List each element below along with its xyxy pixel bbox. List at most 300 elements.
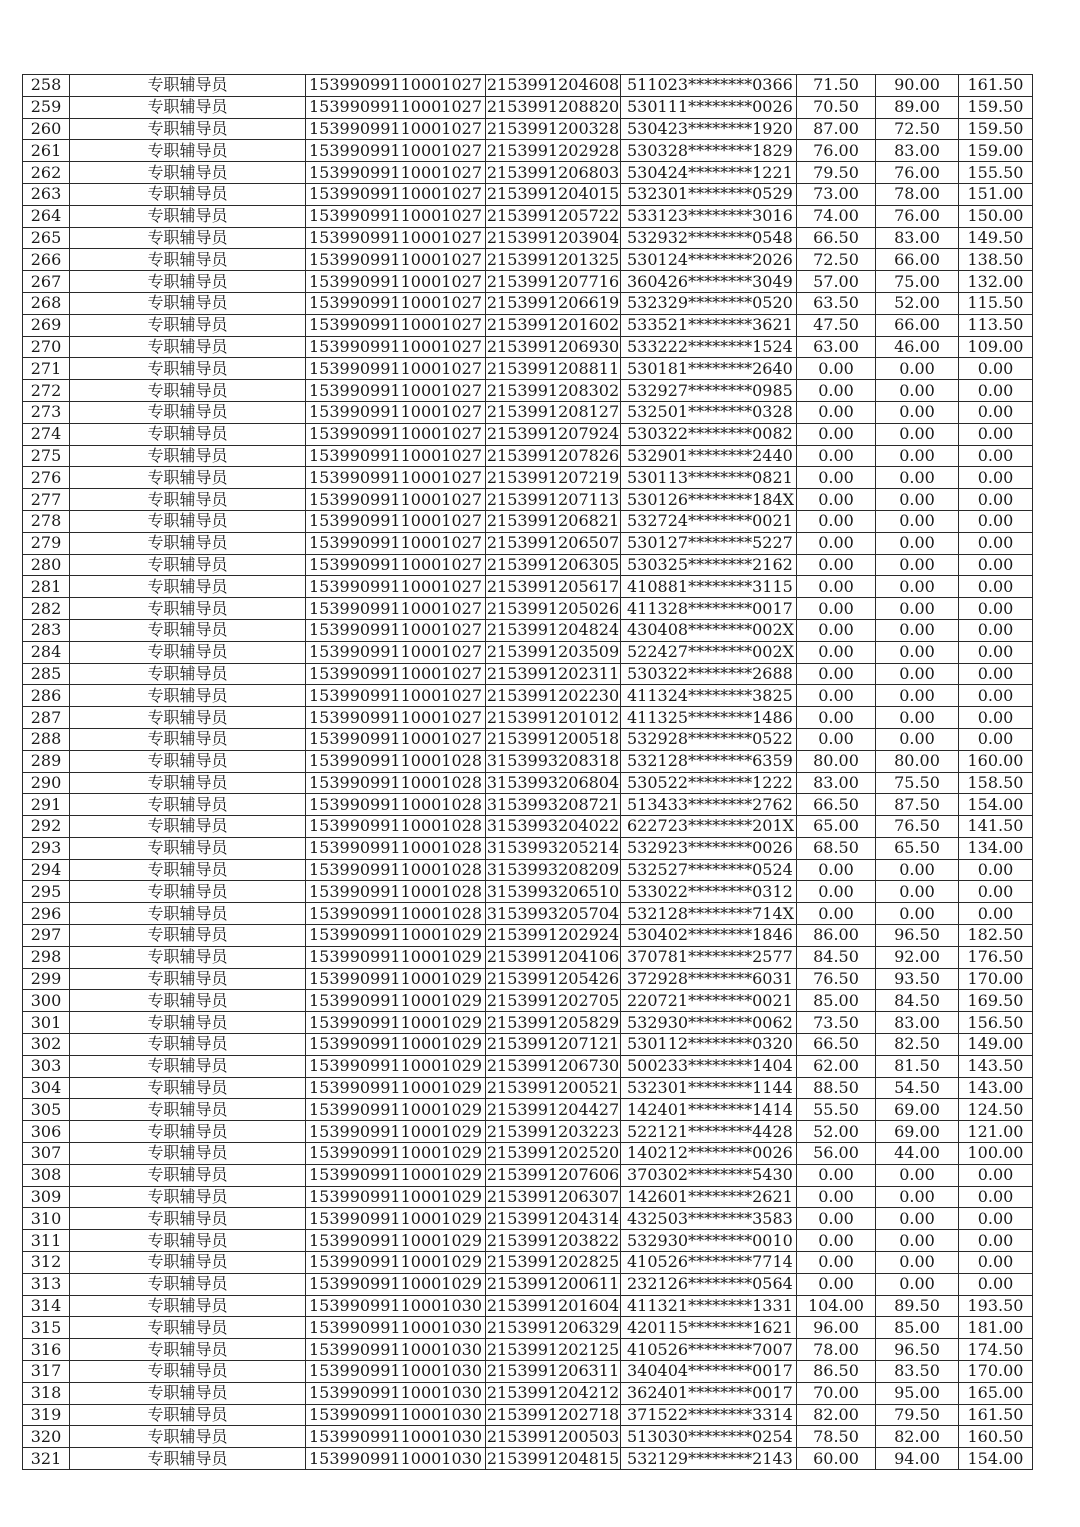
id-number-cell: 530113********0821 bbox=[621, 467, 797, 489]
interview-score-cell: 76.50 bbox=[876, 816, 959, 838]
row-number-cell: 309 bbox=[23, 1186, 70, 1208]
exam-ticket-number-cell: 2153991204824 bbox=[486, 620, 620, 640]
id-number-cell: 530322********2688 bbox=[621, 663, 797, 685]
interview-score-cell: 52.00 bbox=[876, 292, 959, 314]
table-row bbox=[23, 772, 1033, 794]
id-number-cell: 410526********7007 bbox=[621, 1339, 797, 1361]
position-cell: 专职辅导员 bbox=[70, 423, 306, 445]
written-score-cell: 0.00 bbox=[797, 467, 876, 489]
row-number-cell: 313 bbox=[23, 1273, 70, 1295]
exam-ticket-number-cell: 2153991202311 bbox=[486, 663, 620, 683]
row-number-cell: 318 bbox=[23, 1382, 70, 1404]
interview-score-cell: 96.50 bbox=[876, 925, 959, 947]
row-number-cell: 273 bbox=[23, 401, 70, 423]
written-score-cell: 0.00 bbox=[797, 903, 876, 925]
total-score-cell: 182.50 bbox=[959, 925, 1033, 947]
table-row bbox=[23, 859, 1033, 881]
exam-ticket-number-cell: 2153991206619 bbox=[486, 293, 620, 313]
table-row bbox=[23, 750, 1033, 772]
position-cell: 专职辅导员 bbox=[70, 1034, 306, 1056]
row-number-cell: 297 bbox=[23, 925, 70, 947]
written-score-cell: 66.50 bbox=[797, 227, 876, 249]
job-code-cell: 15399099110001030 bbox=[306, 1317, 486, 1339]
row-number-cell: 270 bbox=[23, 336, 70, 358]
row-number-cell: 285 bbox=[23, 663, 70, 685]
exam-ticket-number-cell: 2153991206311 bbox=[486, 1361, 620, 1381]
position-cell: 专职辅导员 bbox=[70, 1426, 306, 1448]
total-score-cell: 159.50 bbox=[959, 118, 1033, 140]
row-number-cell: 266 bbox=[23, 249, 70, 271]
id-number-cell: 220721********0021 bbox=[621, 990, 797, 1012]
table-row bbox=[23, 1230, 1033, 1252]
id-number-cell: 372928********6031 bbox=[621, 968, 797, 990]
row-number-cell: 276 bbox=[23, 467, 70, 489]
interview-score-cell: 92.00 bbox=[876, 946, 959, 968]
table-row bbox=[23, 794, 1033, 816]
written-score-cell: 0.00 bbox=[797, 445, 876, 467]
position-cell: 专职辅导员 bbox=[70, 489, 306, 511]
id-number-cell: 370302********5430 bbox=[621, 1164, 797, 1186]
position-cell: 专职辅导员 bbox=[70, 1143, 306, 1165]
position-cell: 专职辅导员 bbox=[70, 1361, 306, 1383]
table-row bbox=[23, 968, 1033, 990]
row-number-cell: 288 bbox=[23, 728, 70, 750]
written-score-cell: 72.50 bbox=[797, 249, 876, 271]
written-score-cell: 74.00 bbox=[797, 205, 876, 227]
written-score-cell: 56.00 bbox=[797, 1143, 876, 1165]
job-code-cell: 15399099110001028 bbox=[306, 772, 486, 794]
job-code-cell: 15399099110001029 bbox=[306, 1055, 486, 1077]
job-code-cell: 15399099110001029 bbox=[306, 1252, 486, 1274]
total-score-cell: 160.00 bbox=[959, 750, 1033, 772]
written-score-cell: 86.50 bbox=[797, 1361, 876, 1383]
position-cell: 专职辅导员 bbox=[70, 445, 306, 467]
table-row bbox=[23, 1382, 1033, 1404]
total-score-cell: 149.00 bbox=[959, 1034, 1033, 1056]
table-row bbox=[23, 728, 1033, 750]
total-score-cell: 143.50 bbox=[959, 1055, 1033, 1077]
total-score-cell: 0.00 bbox=[959, 380, 1033, 402]
row-number-cell: 264 bbox=[23, 205, 70, 227]
row-number-cell: 305 bbox=[23, 1099, 70, 1121]
interview-score-cell: 0.00 bbox=[876, 641, 959, 663]
position-cell: 专职辅导员 bbox=[70, 183, 306, 205]
exam-ticket-number-cell: 2153991208820 bbox=[486, 97, 620, 117]
written-score-cell: 86.00 bbox=[797, 925, 876, 947]
id-number-cell: 500233********1404 bbox=[621, 1055, 797, 1077]
interview-score-cell: 0.00 bbox=[876, 380, 959, 402]
job-code-cell: 15399099110001027 bbox=[306, 510, 486, 532]
row-number-cell: 304 bbox=[23, 1077, 70, 1099]
written-score-cell: 66.50 bbox=[797, 1034, 876, 1056]
table-row bbox=[23, 990, 1033, 1012]
interview-score-cell: 0.00 bbox=[876, 728, 959, 750]
interview-score-cell: 0.00 bbox=[876, 445, 959, 467]
row-number-cell: 308 bbox=[23, 1164, 70, 1186]
job-code-cell: 15399099110001027 bbox=[306, 663, 486, 685]
exam-ticket-number-cell: 2153991204427 bbox=[486, 1099, 620, 1119]
interview-score-cell: 83.50 bbox=[876, 1361, 959, 1383]
row-number-cell: 290 bbox=[23, 772, 70, 794]
written-score-cell: 63.50 bbox=[797, 292, 876, 314]
exam-ticket-number-cell: 2153991207924 bbox=[486, 424, 620, 444]
row-number-cell: 282 bbox=[23, 598, 70, 620]
id-number-cell: 533123********3016 bbox=[621, 205, 797, 227]
total-score-cell: 0.00 bbox=[959, 1252, 1033, 1274]
exam-ticket-number-cell: 2153991205426 bbox=[486, 969, 620, 989]
row-number-cell: 280 bbox=[23, 554, 70, 576]
job-code-cell: 15399099110001027 bbox=[306, 707, 486, 729]
interview-score-cell: 89.50 bbox=[876, 1295, 959, 1317]
total-score-cell: 151.00 bbox=[959, 183, 1033, 205]
exam-ticket-number-cell: 2153991204015 bbox=[486, 184, 620, 204]
row-number-cell: 261 bbox=[23, 140, 70, 162]
id-number-cell: 232126********0564 bbox=[621, 1273, 797, 1295]
written-score-cell: 0.00 bbox=[797, 728, 876, 750]
position-cell: 专职辅导员 bbox=[70, 140, 306, 162]
total-score-cell: 100.00 bbox=[959, 1143, 1033, 1165]
table-row bbox=[23, 1404, 1033, 1426]
exam-ticket-number-cell: 2153991204212 bbox=[486, 1383, 620, 1403]
position-cell: 专职辅导员 bbox=[70, 1252, 306, 1274]
table-row bbox=[23, 1055, 1033, 1077]
written-score-cell: 83.00 bbox=[797, 772, 876, 794]
interview-score-cell: 0.00 bbox=[876, 685, 959, 707]
exam-ticket-number-cell: 2153991203223 bbox=[486, 1121, 620, 1141]
written-score-cell: 80.00 bbox=[797, 750, 876, 772]
table-row bbox=[23, 837, 1033, 859]
interview-score-cell: 87.50 bbox=[876, 794, 959, 816]
written-score-cell: 70.50 bbox=[797, 96, 876, 118]
id-number-cell: 532932********0548 bbox=[621, 227, 797, 249]
interview-score-cell: 0.00 bbox=[876, 423, 959, 445]
position-cell: 专职辅导员 bbox=[70, 816, 306, 838]
row-number-cell: 275 bbox=[23, 445, 70, 467]
id-number-cell: 532128********6359 bbox=[621, 750, 797, 772]
total-score-cell: 0.00 bbox=[959, 1273, 1033, 1295]
table-row bbox=[23, 1186, 1033, 1208]
interview-score-cell: 83.00 bbox=[876, 1012, 959, 1034]
interview-score-cell: 75.50 bbox=[876, 772, 959, 794]
id-number-cell: 532501********0328 bbox=[621, 401, 797, 423]
score-table-body bbox=[23, 75, 1033, 1470]
id-number-cell: 411324********3825 bbox=[621, 685, 797, 707]
table-row bbox=[23, 663, 1033, 685]
written-score-cell: 0.00 bbox=[797, 1208, 876, 1230]
job-code-cell: 15399099110001027 bbox=[306, 554, 486, 576]
row-number-cell: 321 bbox=[23, 1448, 70, 1470]
position-cell: 专职辅导员 bbox=[70, 1230, 306, 1252]
table-row bbox=[23, 205, 1033, 227]
exam-ticket-number-cell: 3153993205214 bbox=[486, 838, 620, 858]
written-score-cell: 70.00 bbox=[797, 1382, 876, 1404]
total-score-cell: 156.50 bbox=[959, 1012, 1033, 1034]
interview-score-cell: 0.00 bbox=[876, 358, 959, 380]
position-cell: 专职辅导员 bbox=[70, 925, 306, 947]
table-row bbox=[23, 1164, 1033, 1186]
table-row bbox=[23, 140, 1033, 162]
total-score-cell: 124.50 bbox=[959, 1099, 1033, 1121]
written-score-cell: 104.00 bbox=[797, 1295, 876, 1317]
interview-score-cell: 46.00 bbox=[876, 336, 959, 358]
table-row bbox=[23, 75, 1033, 97]
total-score-cell: 160.50 bbox=[959, 1426, 1033, 1448]
written-score-cell: 0.00 bbox=[797, 1252, 876, 1274]
job-code-cell: 15399099110001029 bbox=[306, 925, 486, 947]
position-cell: 专职辅导员 bbox=[70, 641, 306, 663]
exam-ticket-number-cell: 2153991204815 bbox=[486, 1448, 620, 1468]
id-number-cell: 513433********2762 bbox=[621, 794, 797, 816]
exam-ticket-number-cell: 2153991203509 bbox=[486, 642, 620, 662]
interview-score-cell: 72.50 bbox=[876, 118, 959, 140]
row-number-cell: 292 bbox=[23, 816, 70, 838]
written-score-cell: 66.50 bbox=[797, 794, 876, 816]
row-number-cell: 267 bbox=[23, 271, 70, 293]
job-code-cell: 15399099110001030 bbox=[306, 1339, 486, 1361]
id-number-cell: 532129********2143 bbox=[621, 1448, 797, 1470]
job-code-cell: 15399099110001027 bbox=[306, 467, 486, 489]
interview-score-cell: 69.00 bbox=[876, 1099, 959, 1121]
table-row bbox=[23, 881, 1033, 903]
exam-ticket-number-cell: 2153991201604 bbox=[486, 1296, 620, 1316]
total-score-cell: 154.00 bbox=[959, 1448, 1033, 1470]
interview-score-cell: 0.00 bbox=[876, 881, 959, 903]
interview-score-cell: 75.00 bbox=[876, 271, 959, 293]
total-score-cell: 0.00 bbox=[959, 598, 1033, 620]
interview-score-cell: 90.00 bbox=[876, 75, 959, 97]
interview-score-cell: 93.50 bbox=[876, 968, 959, 990]
exam-ticket-number-cell: 2153991202705 bbox=[486, 990, 620, 1010]
total-score-cell: 0.00 bbox=[959, 1164, 1033, 1186]
written-score-cell: 0.00 bbox=[797, 685, 876, 707]
row-number-cell: 269 bbox=[23, 314, 70, 336]
position-cell: 专职辅导员 bbox=[70, 1448, 306, 1470]
written-score-cell: 84.50 bbox=[797, 946, 876, 968]
id-number-cell: 530112********0320 bbox=[621, 1034, 797, 1056]
total-score-cell: 0.00 bbox=[959, 1208, 1033, 1230]
id-number-cell: 532301********1144 bbox=[621, 1077, 797, 1099]
table-row bbox=[23, 641, 1033, 663]
total-score-cell: 0.00 bbox=[959, 554, 1033, 576]
exam-ticket-number-cell: 2153991208302 bbox=[486, 380, 620, 400]
exam-ticket-number-cell: 2153991205617 bbox=[486, 576, 620, 596]
total-score-cell: 0.00 bbox=[959, 903, 1033, 925]
id-number-cell: 532724********0021 bbox=[621, 510, 797, 532]
total-score-cell: 113.50 bbox=[959, 314, 1033, 336]
row-number-cell: 296 bbox=[23, 903, 70, 925]
table-row bbox=[23, 380, 1033, 402]
row-number-cell: 314 bbox=[23, 1295, 70, 1317]
exam-ticket-number-cell: 2153991206803 bbox=[486, 162, 620, 182]
position-cell: 专职辅导员 bbox=[70, 1186, 306, 1208]
position-cell: 专职辅导员 bbox=[70, 205, 306, 227]
exam-ticket-number-cell: 2153991202825 bbox=[486, 1252, 620, 1272]
written-score-cell: 0.00 bbox=[797, 707, 876, 729]
table-row bbox=[23, 249, 1033, 271]
exam-ticket-number-cell: 2153991207606 bbox=[486, 1165, 620, 1185]
job-code-cell: 15399099110001027 bbox=[306, 140, 486, 162]
total-score-cell: 121.00 bbox=[959, 1121, 1033, 1143]
row-number-cell: 260 bbox=[23, 118, 70, 140]
job-code-cell: 15399099110001027 bbox=[306, 445, 486, 467]
total-score-cell: 150.00 bbox=[959, 205, 1033, 227]
table-row bbox=[23, 925, 1033, 947]
id-number-cell: 532930********0062 bbox=[621, 1012, 797, 1034]
total-score-cell: 0.00 bbox=[959, 663, 1033, 685]
total-score-cell: 0.00 bbox=[959, 1186, 1033, 1208]
exam-ticket-number-cell: 3153993204022 bbox=[486, 816, 620, 836]
exam-ticket-number-cell: 2153991205026 bbox=[486, 598, 620, 618]
row-number-cell: 263 bbox=[23, 183, 70, 205]
table-row bbox=[23, 576, 1033, 598]
interview-score-cell: 0.00 bbox=[876, 1273, 959, 1295]
table-row bbox=[23, 707, 1033, 729]
table-row bbox=[23, 903, 1033, 925]
table-row bbox=[23, 183, 1033, 205]
position-cell: 专职辅导员 bbox=[70, 663, 306, 685]
interview-score-cell: 80.00 bbox=[876, 750, 959, 772]
position-cell: 专职辅导员 bbox=[70, 510, 306, 532]
interview-score-cell: 0.00 bbox=[876, 1230, 959, 1252]
position-cell: 专职辅导员 bbox=[70, 598, 306, 620]
table-row bbox=[23, 1077, 1033, 1099]
total-score-cell: 0.00 bbox=[959, 576, 1033, 598]
position-cell: 专职辅导员 bbox=[70, 1317, 306, 1339]
row-number-cell: 287 bbox=[23, 707, 70, 729]
written-score-cell: 0.00 bbox=[797, 1186, 876, 1208]
exam-ticket-number-cell: 2153991200521 bbox=[486, 1078, 620, 1098]
job-code-cell: 15399099110001027 bbox=[306, 358, 486, 380]
exam-ticket-number-cell: 2153991201012 bbox=[486, 707, 620, 727]
id-number-cell: 532527********0524 bbox=[621, 859, 797, 881]
job-code-cell: 15399099110001030 bbox=[306, 1404, 486, 1426]
interview-score-cell: 83.00 bbox=[876, 227, 959, 249]
row-number-cell: 316 bbox=[23, 1339, 70, 1361]
interview-score-cell: 79.50 bbox=[876, 1404, 959, 1426]
exam-ticket-number-cell: 2153991206930 bbox=[486, 336, 620, 356]
total-score-cell: 0.00 bbox=[959, 532, 1033, 554]
total-score-cell: 0.00 bbox=[959, 619, 1033, 641]
total-score-cell: 154.00 bbox=[959, 794, 1033, 816]
table-row bbox=[23, 532, 1033, 554]
row-number-cell: 320 bbox=[23, 1426, 70, 1448]
position-cell: 专职辅导员 bbox=[70, 1339, 306, 1361]
row-number-cell: 291 bbox=[23, 794, 70, 816]
job-code-cell: 15399099110001027 bbox=[306, 401, 486, 423]
position-cell: 专职辅导员 bbox=[70, 292, 306, 314]
written-score-cell: 78.50 bbox=[797, 1426, 876, 1448]
written-score-cell: 78.00 bbox=[797, 1339, 876, 1361]
total-score-cell: 143.00 bbox=[959, 1077, 1033, 1099]
job-code-cell: 15399099110001029 bbox=[306, 1012, 486, 1034]
job-code-cell: 15399099110001027 bbox=[306, 292, 486, 314]
row-number-cell: 299 bbox=[23, 968, 70, 990]
position-cell: 专职辅导员 bbox=[70, 1012, 306, 1034]
interview-score-cell: 0.00 bbox=[876, 510, 959, 532]
table-row bbox=[23, 467, 1033, 489]
exam-ticket-number-cell: 2153991204608 bbox=[486, 75, 620, 95]
exam-ticket-number-cell: 2153991202125 bbox=[486, 1339, 620, 1359]
total-score-cell: 0.00 bbox=[959, 358, 1033, 380]
table-row bbox=[23, 554, 1033, 576]
total-score-cell: 0.00 bbox=[959, 1230, 1033, 1252]
table-row bbox=[23, 1295, 1033, 1317]
exam-ticket-number-cell: 2153991206305 bbox=[486, 554, 620, 574]
total-score-cell: 138.50 bbox=[959, 249, 1033, 271]
total-score-cell: 0.00 bbox=[959, 707, 1033, 729]
position-cell: 专职辅导员 bbox=[70, 1382, 306, 1404]
id-number-cell: 513030********0254 bbox=[621, 1426, 797, 1448]
row-number-cell: 302 bbox=[23, 1034, 70, 1056]
job-code-cell: 15399099110001030 bbox=[306, 1426, 486, 1448]
row-number-cell: 258 bbox=[23, 75, 70, 97]
id-number-cell: 533521********3621 bbox=[621, 314, 797, 336]
job-code-cell: 15399099110001027 bbox=[306, 118, 486, 140]
row-number-cell: 303 bbox=[23, 1055, 70, 1077]
id-number-cell: 532927********0985 bbox=[621, 380, 797, 402]
written-score-cell: 0.00 bbox=[797, 576, 876, 598]
row-number-cell: 298 bbox=[23, 946, 70, 968]
interview-score-cell: 65.50 bbox=[876, 837, 959, 859]
row-number-cell: 284 bbox=[23, 641, 70, 663]
interview-score-cell: 96.50 bbox=[876, 1339, 959, 1361]
table-row bbox=[23, 1099, 1033, 1121]
id-number-cell: 532928********0522 bbox=[621, 728, 797, 750]
written-score-cell: 88.50 bbox=[797, 1077, 876, 1099]
written-score-cell: 0.00 bbox=[797, 510, 876, 532]
written-score-cell: 82.00 bbox=[797, 1404, 876, 1426]
exam-ticket-number-cell: 3153993208318 bbox=[486, 751, 620, 771]
interview-score-cell: 69.00 bbox=[876, 1121, 959, 1143]
total-score-cell: 181.00 bbox=[959, 1317, 1033, 1339]
interview-score-cell: 0.00 bbox=[876, 554, 959, 576]
row-number-cell: 312 bbox=[23, 1252, 70, 1274]
interview-score-cell: 0.00 bbox=[876, 489, 959, 511]
written-score-cell: 79.50 bbox=[797, 162, 876, 184]
job-code-cell: 15399099110001029 bbox=[306, 1208, 486, 1230]
written-score-cell: 85.00 bbox=[797, 990, 876, 1012]
row-number-cell: 279 bbox=[23, 532, 70, 554]
exam-ticket-number-cell: 2153991208127 bbox=[486, 402, 620, 422]
table-row bbox=[23, 1426, 1033, 1448]
position-cell: 专职辅导员 bbox=[70, 859, 306, 881]
row-number-cell: 311 bbox=[23, 1230, 70, 1252]
total-score-cell: 0.00 bbox=[959, 859, 1033, 881]
id-number-cell: 530111********0026 bbox=[621, 96, 797, 118]
position-cell: 专职辅导员 bbox=[70, 358, 306, 380]
job-code-cell: 15399099110001030 bbox=[306, 1295, 486, 1317]
row-number-cell: 286 bbox=[23, 685, 70, 707]
written-score-cell: 76.00 bbox=[797, 140, 876, 162]
position-cell: 专职辅导员 bbox=[70, 1077, 306, 1099]
job-code-cell: 15399099110001027 bbox=[306, 183, 486, 205]
row-number-cell: 301 bbox=[23, 1012, 70, 1034]
id-number-cell: 530423********1920 bbox=[621, 118, 797, 140]
exam-ticket-number-cell: 2153991201602 bbox=[486, 315, 620, 335]
interview-score-cell: 0.00 bbox=[876, 532, 959, 554]
row-number-cell: 277 bbox=[23, 489, 70, 511]
table-row bbox=[23, 1121, 1033, 1143]
position-cell: 专职辅导员 bbox=[70, 576, 306, 598]
position-cell: 专职辅导员 bbox=[70, 1273, 306, 1295]
row-number-cell: 283 bbox=[23, 619, 70, 641]
position-cell: 专职辅导员 bbox=[70, 1055, 306, 1077]
row-number-cell: 265 bbox=[23, 227, 70, 249]
interview-score-cell: 0.00 bbox=[876, 598, 959, 620]
job-code-cell: 15399099110001028 bbox=[306, 903, 486, 925]
exam-ticket-number-cell: 2153991205722 bbox=[486, 206, 620, 226]
row-number-cell: 293 bbox=[23, 837, 70, 859]
